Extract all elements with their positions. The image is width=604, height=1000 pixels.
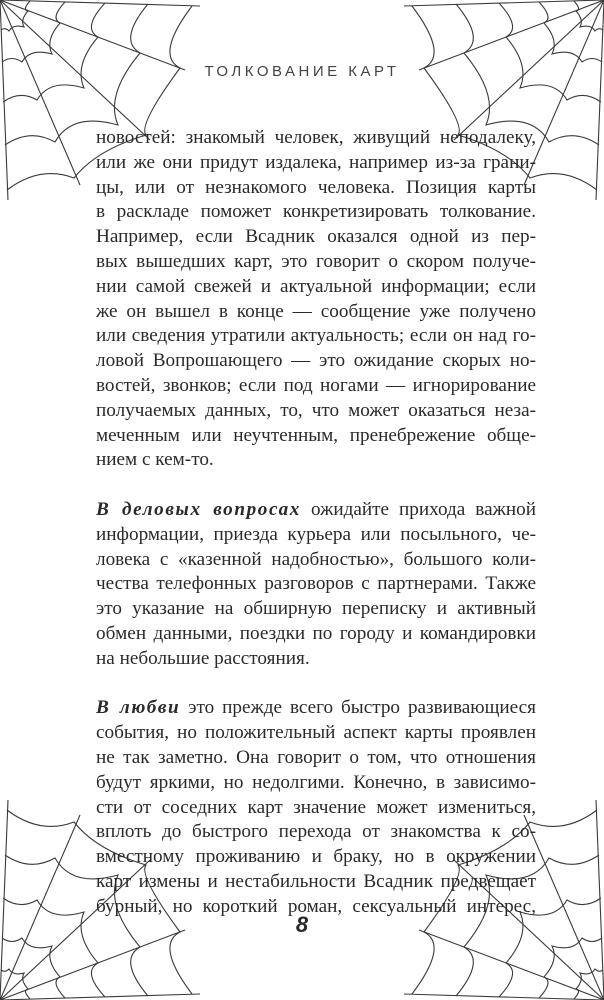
text-line: не так заметно. Она говорит о том, что отношения [96, 746, 536, 768]
text-line [96, 696, 536, 721]
text-line [96, 498, 536, 523]
text-line: нием с кем-то. [96, 449, 214, 471]
text-line: Например, если Всадник оказался одной из пер- [96, 226, 536, 248]
lead-in-business: В деловых вопросах [96, 498, 301, 520]
text-line: карт измены и нестабильности Всадник предвещает [96, 870, 536, 892]
text-line: в раскладе поможет конкретизировать толкование. [96, 201, 536, 223]
text-line: ловека с «казенной надобностью», большого коли- [96, 548, 536, 570]
text-line-rest: это прежде всего быстро развивающиеся [180, 697, 536, 719]
text-line: вых вышедших карт, это говорит о скором получе- [96, 250, 536, 272]
text-line: меченным или неучтенным, пренебрежение обще- [96, 424, 536, 446]
text-line: это указание на обширную переписку и активный [96, 598, 536, 620]
text-line: ловой Вопрошающего — это ожидание скорых но- [96, 350, 536, 372]
text-line: цы, или от незнакомого человека. Позиция карты [96, 176, 536, 198]
text-line: вплоть до быстрого перехода от знакомства к со- [96, 821, 536, 843]
text-line: получаемых данных, то, что может оказаться неза- [96, 399, 536, 421]
running-header: ТОЛКОВАНИЕ КАРТ [204, 63, 400, 80]
text-line: нии самой свежей и актуальной информации; если [96, 275, 536, 297]
lead-in-love: В любви [96, 697, 181, 719]
text-line: или сведения утратили актуальность; если он над го- [96, 325, 536, 347]
text-line: новостей: знакомый человек, живущий неподалеку, [96, 127, 536, 148]
text-line: обмен данными, поездки по городу и командировки [96, 622, 536, 644]
text-line: востей, звонков; если под ногами — игнорирование [96, 374, 536, 396]
body-text [96, 126, 536, 920]
paragraph-gap [96, 473, 536, 498]
page-number: 8 [295, 912, 309, 937]
text-line: информации, приезда курьера или посыльного, че- [96, 523, 536, 545]
paragraph-gap [96, 672, 536, 697]
text-line: будут яркими, но недолгими. Конечно, в зависимо- [96, 771, 536, 793]
text-line: бурный, но короткий роман, сексуальный интерес, [96, 895, 536, 917]
text-line-rest: ожидайте прихода важной [300, 498, 536, 520]
text-line: чества телефонных разговоров с партнерами. Также [96, 573, 536, 595]
text-line: сти от соседних карт значение может измениться, [96, 796, 536, 818]
text-line: события, но положительный аспект карты проявлен [96, 722, 536, 744]
text-line: на небольшие расстояния. [96, 647, 310, 669]
text-line: же он вышел в конце — сообщение уже получено [96, 300, 536, 322]
text-line: или же они придут издалека, например из-за грани- [96, 151, 536, 173]
text-line: вместному проживанию и браку, но в окружении [96, 846, 536, 868]
